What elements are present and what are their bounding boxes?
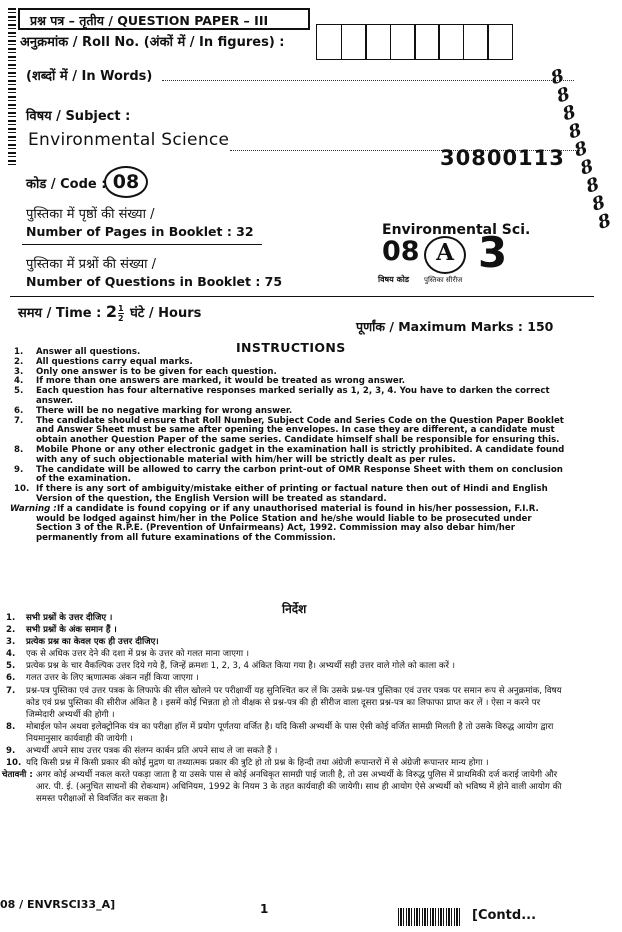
question-paper-label-box — [18, 8, 310, 30]
handwritten-mark: 8 — [554, 83, 573, 108]
nirdesh-text: अभ्यर्थी अपने साथ उत्तर पत्रक की संलग्न कार्बन प्रति अपने साथ ले जा सकते हैं । — [26, 746, 278, 757]
nirdesh-text: सभी प्रश्नों के अंक समान हैं । — [26, 625, 117, 636]
nirdesh-text: गलत उत्तर के लिए ऋणात्मक अंकन नहीं किया जाएगा । — [26, 673, 199, 684]
handwritten-mark: 8 — [548, 65, 567, 90]
nirdesh-text: यदि किसी प्रश्न में किसी प्रकार की कोई मुद्रण या तथ्यात्मक प्रकार की त्रुटि हो तो प्रश्न के हिन्दी तथा अंग्रेजी रूपान्तरों में से अंग्रेजी रूपान्तर मान्य होगा । — [26, 758, 489, 769]
instruction-number: 8. — [14, 444, 24, 455]
series-subject-short: Environmental Sci. — [382, 222, 531, 238]
code-value: 08 — [104, 166, 148, 198]
nirdesh-text: प्रत्येक प्रश्न के चार वैकल्पिक उत्तर दिये गये हैं, जिन्हें क्रमशः 1, 2, 3, 4 अंकित किया गया है। अभ्यर्थी सही उत्तर वाले गोले को काला करें । — [26, 661, 456, 672]
paper-number: 3 — [478, 228, 508, 277]
question-paper-label: प्रश्न पत्र – तृतीय / QUESTION PAPER – III — [30, 13, 269, 28]
instruction-text: The candidate will be allowed to carry the carbon print-out of OMR Response Sheet with them on conclusion of the examination. — [36, 464, 563, 485]
nirdesh-item — [6, 612, 570, 624]
time-fraction — [118, 304, 124, 323]
roll-digit-box[interactable] — [316, 24, 342, 60]
nirdesh-number: 4. — [6, 649, 16, 660]
instruction-number: 1. — [14, 347, 24, 357]
pages-label-english: Number of Pages in Booklet : 32 — [26, 224, 254, 239]
instructions-heading: INSTRUCTIONS — [236, 340, 346, 355]
nirdesh-list — [2, 612, 570, 806]
nirdesh-number: 9. — [6, 746, 16, 757]
instruction-number: 5. — [14, 386, 24, 397]
handwritten-mark: 8 — [577, 155, 597, 180]
nirdesh-item — [6, 721, 570, 745]
roll-digit-box[interactable] — [438, 24, 464, 60]
nirdesh-warning-block — [2, 769, 570, 805]
roll-digit-box[interactable] — [365, 24, 391, 60]
nirdesh-number: 10. — [6, 758, 22, 769]
instruction-number: 3. — [14, 366, 24, 377]
questions-label-hindi: पुस्तिका में प्रश्नों की संख्या / — [26, 257, 156, 272]
roll-in-words-field[interactable] — [162, 80, 574, 81]
warning-text: If a candidate is found copying or if any unauthorised material is found in his/her possession, F.I.R. would be lodged against him/her in the Police Station and he/she would liable to be prosecuted under Section 3 of the R.P.E. (Prevention of Unfairmeans) Act, 1992. Commission may also debar him/her permanently from all future examinations of the Commission. — [36, 503, 539, 544]
instruction-number: 4. — [14, 376, 24, 387]
instruction-text: All questions carry equal marks. — [36, 356, 193, 367]
instruction-item — [14, 485, 570, 505]
time-whole: 2 — [105, 302, 117, 321]
nirdesh-item — [6, 685, 570, 721]
code-label: कोड / Code : — [26, 177, 107, 192]
instruction-text: Answer all questions. — [36, 347, 141, 357]
instruction-number: 9. — [14, 464, 24, 475]
nirdesh-item — [6, 757, 570, 769]
nirdesh-item — [6, 636, 570, 648]
nirdesh-number: 7. — [6, 685, 16, 696]
roll-digit-box[interactable] — [341, 24, 367, 60]
nirdesh-text: सभी प्रश्नों के उत्तर दीजिए । — [26, 613, 113, 623]
instruction-text: Mobile Phone or any other electronic gadget in the examination hall is strictly prohibited. A candidate found with any of such objectionable material with him/her will be strictly dealt as per rules. — [36, 444, 565, 465]
roll-number-boxes[interactable] — [318, 24, 513, 60]
handwritten-mark: 8 — [595, 209, 614, 234]
nirdesh-text: एक से अधिक उत्तर देने की दशा में प्रश्न के उत्तर को गलत माना जाएगा । — [26, 649, 250, 660]
instruction-item — [14, 446, 570, 466]
nirdesh-item — [6, 745, 570, 757]
page-number: 1 — [260, 902, 269, 916]
roll-digit-box[interactable] — [390, 24, 416, 60]
instruction-text: If there is any sort of ambiguity/mistake either of printing or factual nature then out of Hindi and English Version of the question, the English Version will be treated as standard. — [36, 484, 548, 504]
instruction-number: 6. — [14, 405, 24, 416]
instruction-text: Each question has four alternative responses marked serially as 1, 2, 3, 4. You have to darken the correct answer. — [36, 386, 550, 406]
roll-digit-box[interactable] — [463, 24, 489, 60]
time-fraction-num: 1 — [118, 304, 124, 313]
divider — [10, 296, 594, 297]
series-letter: A — [424, 236, 466, 274]
time-label: समय / Time : — [18, 306, 102, 321]
instruction-text: There will be no negative marking for wrong answer. — [36, 405, 293, 416]
series-subject-code: 08 — [382, 236, 420, 267]
nirdesh-warning-label: चेतावनी : — [2, 770, 33, 781]
time-row — [18, 302, 201, 323]
nirdesh-item — [6, 648, 570, 660]
time-fraction-den: 2 — [118, 314, 124, 323]
serial-number: 30800113 — [440, 146, 565, 170]
side-barcode — [8, 8, 16, 168]
handwritten-mark: 8 — [571, 137, 591, 162]
nirdesh-item — [6, 672, 570, 684]
nirdesh-warning-text: अगर कोई अभ्यर्थी नकल करते पकड़ा जाता है या उसके पास से कोई अनधिकृत सामग्री पाई जाती है, तो उस अभ्यर्थी के विरुद्ध पुलिस में प्राथमिकी दर्ज कराई जायेगी और आर. पी. ई. (अनुचित साधनों की रोकथाम) अधिनियम, 1992 के नियम 3 के तहत कार्यवाही की जायेगी। साथ ही आयोग ऐसे अभ्यर्थी को भविष्य में होने वाली आयोग की समस्त परीक्षाओं से विवर्जित कर सकता है। — [36, 770, 562, 805]
roll-digit-box[interactable] — [487, 24, 513, 60]
nirdesh-number: 5. — [6, 661, 16, 672]
handwritten-mark: 8 — [560, 101, 579, 126]
handwritten-mark: 8 — [589, 191, 608, 216]
maximum-marks: पूर्णांक / Maximum Marks : 150 — [356, 319, 554, 334]
warning-label: Warning : — [10, 503, 57, 514]
instruction-item — [14, 387, 570, 407]
handwritten-mark: 8 — [565, 119, 585, 144]
nirdesh-text: प्रत्येक प्रश्न का केवल एक ही उत्तर दीजिए। — [26, 637, 159, 648]
time-unit: घंटे / Hours — [130, 306, 202, 321]
instruction-text: The candidate should ensure that Roll Number, Subject Code and Series Code on the Question Paper Booklet and Answer Sheet must be same after opening the envelopes. In case they are different, a candidate must obtain another Question Paper of the same series. Candidate himself shall be responsible for ensuring this. — [36, 415, 564, 446]
series-caption: पुस्तिका सीरीज — [424, 276, 463, 284]
nirdesh-heading: निर्देश — [282, 602, 307, 616]
warning-block — [10, 503, 570, 544]
nirdesh-number: 1. — [6, 613, 16, 623]
instruction-item — [14, 466, 570, 486]
questions-label-english: Number of Questions in Booklet : 75 — [26, 274, 283, 289]
subject-label: विषय / Subject : — [26, 109, 131, 124]
instruction-number: 2. — [14, 356, 24, 367]
instruction-number: 10. — [14, 484, 30, 495]
continued-label: [Contd... — [472, 908, 537, 923]
instruction-text: If more than one answers are marked, it would be treated as wrong answer. — [36, 376, 405, 387]
subject-code-caption: विषय कोड — [378, 275, 410, 284]
nirdesh-text: मोबाईल फोन अथवा इलेक्ट्रोनिक यंत्र का परीक्षा हॉल में प्रयोग पूर्णतया वर्जित है। यदि किसी अभ्यर्थी के पास ऐसी कोई वर्जित सामग्री मिलती है तो उसके विरुद्ध आयोग द्वारा नियमानुसार कार्यवाही की जायेगी । — [26, 721, 554, 744]
nirdesh-text: प्रश्न-पत्र पुस्तिका एवं उत्तर पत्रक के लिफाफे की सील खोलने पर परीक्षार्थी यह सुनिश्चित कर लें कि उसके प्रश्न-पत्र पुस्तिका एवं उत्तर पत्रक पर समान रूप से अनुक्रमांक, विषय कोड एवं प्रश्न पुस्तिका की सीरीज अंकित है । इसमें कोई भिन्नता हो तो वीक्षक से प्रश्न-पत्र की ही सीरीज वाला दूसरा प्रश्न-पत्र का लिफाफा प्राप्त कर लें । ऐसा न करने पर जिम्मेदारी अभ्यर्थी की होगी । — [26, 685, 562, 720]
subject-value: Environmental Science — [28, 130, 230, 150]
instruction-number: 7. — [14, 415, 24, 426]
nirdesh-item — [6, 624, 570, 636]
nirdesh-number: 6. — [6, 673, 16, 684]
nirdesh-number: 8. — [6, 721, 16, 732]
instruction-text: Only one answer is to be given for each question. — [36, 366, 277, 377]
booklet-code: 08 / ENVRSCI33_A] — [0, 898, 116, 911]
roll-number-label: अनुक्रमांक / Roll No. (अंकों में / In figures) : — [20, 35, 285, 50]
handwritten-mark: 8 — [583, 173, 602, 198]
footer-barcode — [398, 908, 462, 926]
divider — [22, 244, 262, 245]
nirdesh-number: 3. — [6, 637, 16, 648]
instruction-item — [14, 417, 570, 446]
nirdesh-number: 2. — [6, 625, 16, 636]
roll-in-words-label: (शब्दों में / In Words) — [26, 69, 153, 84]
pages-label-hindi: पुस्तिका में पृष्ठों की संख्या / — [26, 207, 155, 222]
roll-digit-box[interactable] — [414, 24, 440, 60]
nirdesh-item — [6, 660, 570, 672]
